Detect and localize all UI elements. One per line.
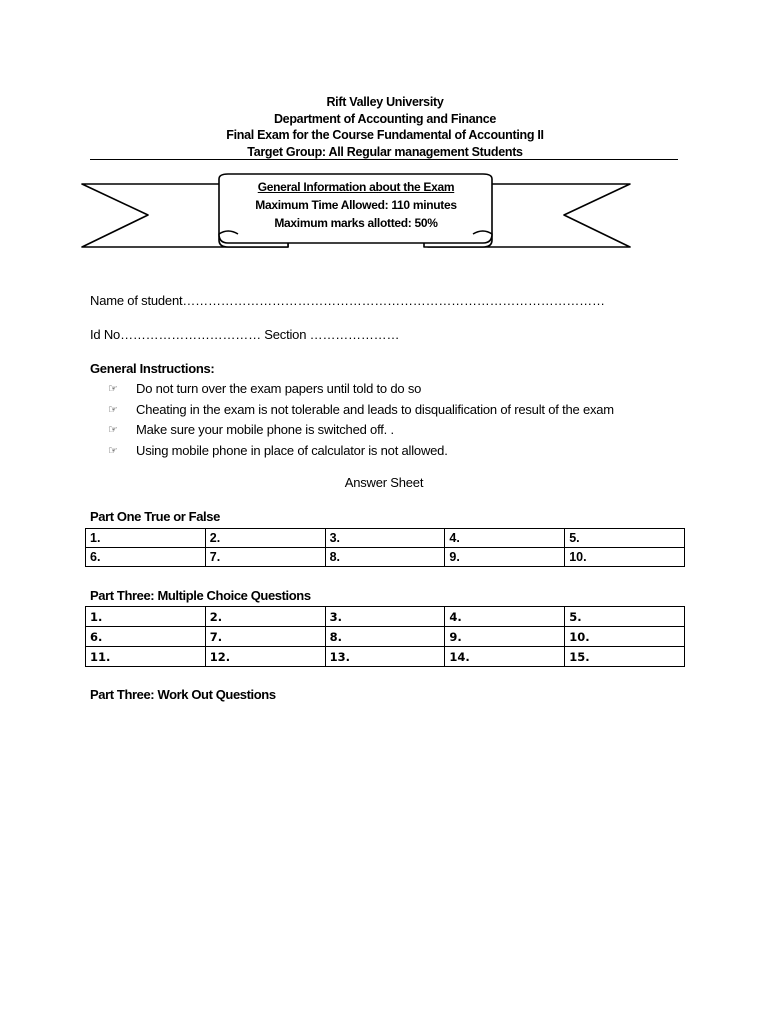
student-name-line: Name of student……………………………………………………………………………………… <box>90 293 605 308</box>
instruction-text: Make sure your mobile phone is switched off. . <box>136 422 394 438</box>
part-workout-title: Part Three: Work Out Questions <box>90 687 276 702</box>
pointing-hand-icon: ☞ <box>108 403 118 416</box>
part-mcq-title: Part Three: Multiple Choice Questions <box>90 588 311 603</box>
university-name: Rift Valley University <box>326 95 444 109</box>
list-item <box>108 420 614 441</box>
answer-cell[interactable]: 14. <box>445 647 565 667</box>
header-divider <box>90 159 678 160</box>
instruction-text: Cheating in the exam is not tolerable and leads to disqualification of result of the exam <box>136 401 614 417</box>
pointing-hand-icon: ☞ <box>108 445 118 458</box>
answer-cell[interactable]: 5. <box>565 529 685 548</box>
target-group: Target Group: All Regular management Students <box>247 144 523 159</box>
max-time: Maximum Time Allowed: 110 minutes <box>255 198 457 212</box>
answer-cell[interactable]: 7. <box>205 548 325 567</box>
list-item <box>108 441 614 462</box>
answer-cell[interactable]: 2. <box>205 529 325 548</box>
instruction-text: Do not turn over the exam papers until told to do so <box>136 381 422 396</box>
answer-cell[interactable]: 8. <box>325 627 445 647</box>
list-item <box>108 379 614 400</box>
answer-cell[interactable]: 1. <box>86 607 206 627</box>
instructions-title: General Instructions: <box>90 361 215 376</box>
table-row <box>86 647 685 667</box>
answer-cell[interactable]: 3. <box>325 529 445 548</box>
true-false-answer-table <box>85 528 685 567</box>
answer-cell[interactable]: 2. <box>205 607 325 627</box>
department-name: Department of Accounting and Finance <box>273 111 497 126</box>
answer-cell[interactable]: 5. <box>565 607 685 627</box>
table-row <box>86 529 685 548</box>
answer-cell[interactable]: 13. <box>325 647 445 667</box>
instructions-list <box>108 379 614 462</box>
table-row <box>86 607 685 627</box>
banner-title: General Information about the Exam <box>257 180 455 194</box>
answer-cell[interactable]: 4. <box>445 529 565 548</box>
course-title: Final Exam for the Course Fundamental of Accounting II <box>226 128 544 142</box>
answer-sheet-heading: Answer Sheet <box>344 475 424 490</box>
answer-cell[interactable]: 3. <box>325 607 445 627</box>
answer-cell[interactable]: 6. <box>86 627 206 647</box>
banner-text <box>228 178 484 232</box>
answer-cell[interactable]: 10. <box>565 627 685 647</box>
max-marks: Maximum marks allotted: 50% <box>274 216 438 230</box>
table-row <box>86 627 685 647</box>
answer-cell[interactable]: 9. <box>445 548 565 567</box>
instruction-text: Using mobile phone in place of calculator is not allowed. <box>136 443 448 459</box>
list-item <box>108 400 614 421</box>
answer-cell[interactable]: 1. <box>86 529 206 548</box>
answer-cell[interactable]: 9. <box>445 627 565 647</box>
pointing-hand-icon: ☞ <box>108 383 118 395</box>
id-section-line: Id No…………………………… Section ………………… <box>90 327 400 342</box>
answer-cell[interactable]: 6. <box>86 548 206 567</box>
answer-cell[interactable]: 10. <box>565 548 685 567</box>
part-one-title: Part One True or False <box>90 509 220 524</box>
table-row <box>86 548 685 567</box>
pointing-hand-icon: ☞ <box>108 424 118 437</box>
answer-cell[interactable]: 4. <box>445 607 565 627</box>
answer-cell[interactable]: 11. <box>86 647 206 667</box>
exam-info-banner <box>78 168 634 250</box>
exam-header <box>90 94 680 160</box>
mcq-answer-table <box>85 606 685 667</box>
answer-cell[interactable]: 12. <box>205 647 325 667</box>
answer-cell[interactable]: 15. <box>565 647 685 667</box>
answer-cell[interactable]: 8. <box>325 548 445 567</box>
answer-cell[interactable]: 7. <box>205 627 325 647</box>
